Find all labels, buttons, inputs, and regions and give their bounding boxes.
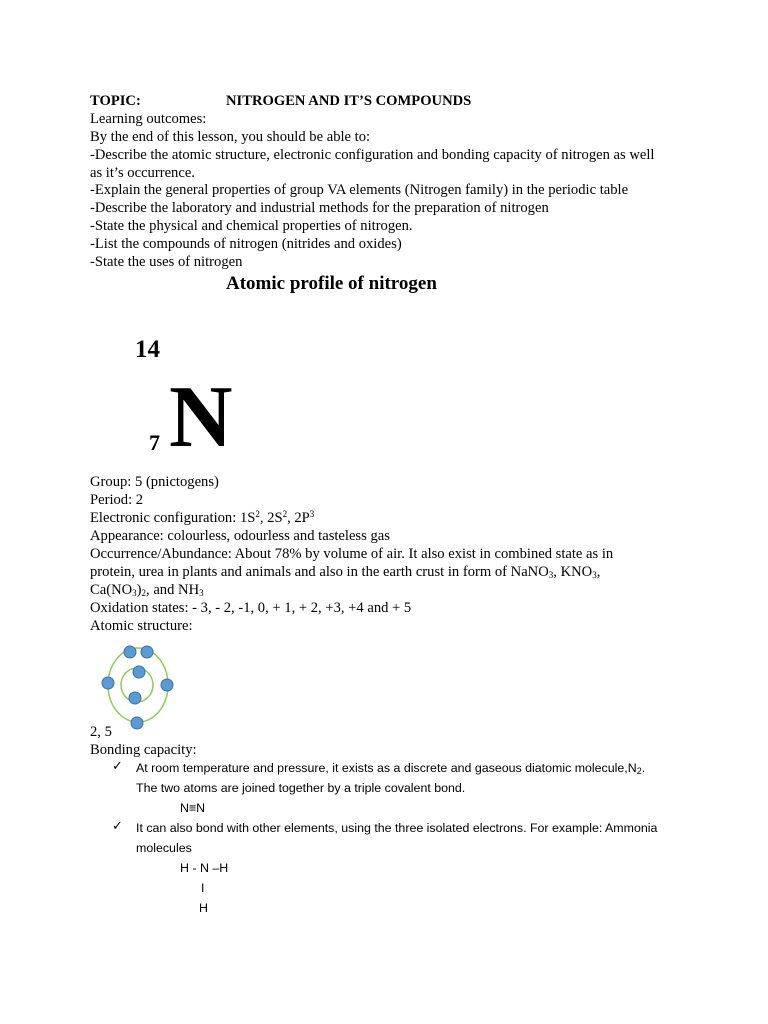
profile-heading: Atomic profile of nitrogen [226, 273, 437, 294]
group-line: Group: 5 (pnictogens) [90, 474, 219, 490]
electronic-configuration [90, 510, 314, 527]
config-term: 2P [294, 510, 310, 526]
outcome-item: -List the compounds of nitrogen (nitrides and oxides) [90, 236, 402, 252]
ammonia-structure-row-1: H - N –H [180, 861, 229, 875]
checkmark-icon: ✓ [112, 819, 123, 834]
outcome-item: as it’s occurrence. [90, 165, 195, 181]
atomic-number: 7 [149, 430, 160, 455]
ammonia-structure-row-3: H [199, 901, 208, 915]
atomic-structure-diagram [98, 645, 182, 733]
appearance-line: Appearance: colourless, odourless and tasteless gas [90, 528, 390, 544]
period-line: Period: 2 [90, 492, 144, 508]
outcomes-intro: By the end of this lesson, you should be able to: [90, 129, 371, 145]
outcomes-heading: Learning outcomes: [90, 111, 207, 127]
occurrence-text: , [596, 564, 601, 580]
ammonia-structure-row-2: I [201, 881, 205, 895]
outer-shell [108, 648, 168, 722]
config-label: Electronic configuration: [90, 510, 240, 526]
subscript: 2 [141, 588, 147, 598]
occurrence-text: Ca(NO [90, 582, 133, 598]
config-exponent: 3 [309, 509, 315, 519]
mass-number: 14 [135, 336, 160, 363]
occurrence-text: protein, urea in plants and animals and also in the earth crust in form of NaNO [90, 564, 549, 580]
bonding-text: At room temperature and pressure, it exists as a discrete and gaseous diatomic molecule,N [136, 761, 637, 775]
n2-formula: N≡N [180, 801, 206, 815]
config-exponent: 2 [282, 509, 288, 519]
config-separator: , [287, 510, 295, 526]
electron [129, 692, 141, 704]
subscript: 3 [132, 588, 137, 598]
occurrence-text: , KNO [553, 564, 593, 580]
outcome-item: -State the uses of nitrogen [90, 254, 243, 270]
structure-label: Atomic structure: [90, 618, 193, 634]
subscript: 3 [548, 570, 554, 580]
outcome-item: -Describe the laboratory and industrial methods for the preparation of nitrogen [90, 200, 549, 216]
config-term: 1S [239, 510, 256, 526]
bonding-text: . [641, 761, 646, 775]
occurrence-line-3 [90, 582, 204, 599]
config-exponent: 2 [255, 509, 260, 519]
shell-configuration: 2, 5 [90, 724, 112, 740]
electron [131, 717, 143, 729]
config-separator: , [259, 510, 268, 526]
bonding-point-2: It can also bond with other elements, using the three isolated electrons. For example: Ammonia [136, 821, 658, 835]
bonding-point-2-continued: molecules [136, 841, 192, 855]
electron [141, 646, 153, 658]
topic-title: NITROGEN AND IT’S COMPOUNDS [226, 93, 472, 109]
checkmark-icon: ✓ [112, 759, 123, 774]
oxidation-states: Oxidation states: - 3, - 2, -1, 0, + 1, + 2, +3, +4 and + 5 [90, 600, 412, 616]
outcome-item: -Describe the atomic structure, electronic configuration and bonding capacity of nitrogen as well [90, 147, 655, 163]
config-term: 2S [267, 510, 283, 526]
occurrence-line-2 [90, 564, 600, 581]
electron [133, 666, 145, 678]
topic-label: TOPIC: [90, 93, 141, 109]
subscript: 3 [199, 588, 204, 598]
occurrence-text: ) [136, 582, 142, 598]
occurrence-text: , and NH [146, 582, 200, 598]
electron [124, 646, 136, 658]
element-symbol: N [169, 369, 233, 466]
bonding-point-1 [136, 760, 645, 777]
electron [102, 677, 114, 689]
outcome-item: -Explain the general properties of group VA elements (Nitrogen family) in the periodic table [90, 182, 629, 198]
outcome-item: -State the physical and chemical properties of nitrogen. [90, 218, 413, 234]
bonding-point-1-continued: The two atoms are joined together by a triple covalent bond. [136, 781, 466, 795]
subscript: 2 [636, 766, 642, 776]
occurrence-line-1: Occurrence/Abundance: About 78% by volume of air. It also exist in combined state as in [90, 546, 614, 562]
subscript: 3 [592, 570, 597, 580]
bonding-heading: Bonding capacity: [90, 742, 197, 758]
electron [161, 679, 173, 691]
